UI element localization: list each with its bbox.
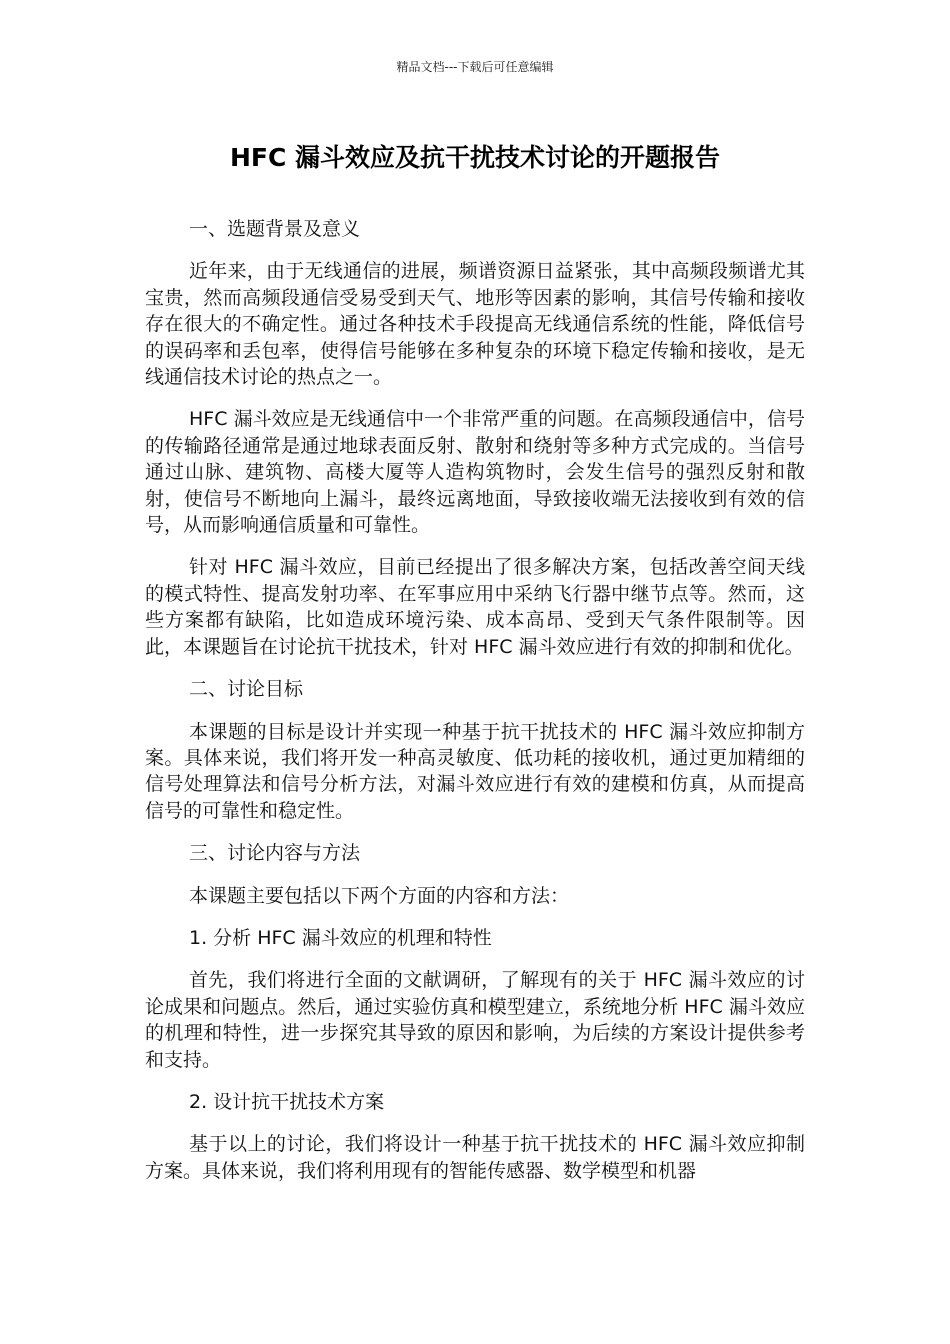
item-2-heading: 2. 设计抗干扰技术方案: [189, 1090, 385, 1113]
section-3-heading: 三、讨论内容与方法: [189, 842, 361, 865]
section-2-paragraph-1: 本课题的目标是设计并实现一种基于抗干扰技术的 HFC 漏斗效应抑制方案。具体来说，我们将开发一种高灵敏度、低功耗的接收机，通过更加精细的信号处理算法和信号分析方法，对漏斗效应进行有效的建模和仿真，从而提高信号的可靠性和稳定性。: [145, 720, 805, 822]
document-body: [145, 216, 805, 1200]
section-2-heading: 二、讨论目标: [189, 678, 304, 701]
page-header: 精品文档---下载后可任意编辑: [396, 60, 554, 74]
section-1-paragraph-2: HFC 漏斗效应是无线通信中一个非常严重的问题。在高频段通信中，信号的传输路径通常是通过地球表面反射、散射和绕射等多种方式完成的。当信号通过山脉、建筑物、高楼大厦等人造构筑物时，会发生信号的强烈反射和散射，使信号不断地向上漏斗，最终远离地面，导致接收端无法接收到有效的信号，从而影响通信质量和可靠性。: [145, 408, 805, 537]
item-2-paragraph: 基于以上的讨论，我们将设计一种基于抗干扰技术的 HFC 漏斗效应抑制方案。具体来说，我们将利用现有的智能传感器、数学模型和机器: [145, 1133, 805, 1182]
section-1-paragraph-3: 针对 HFC 漏斗效应，目前已经提出了很多解决方案，包括改善空间天线的模式特性、提高发射功率、在军事应用中采纳飞行器中继节点等。然而，这些方案都有缺陷，比如造成环境污染、成本高昂、受到天气条件限制等。因此，本课题旨在讨论抗干扰技术，针对 HFC 漏斗效应进行有效的抑制和优化。: [145, 556, 805, 658]
section-3-intro: 本课题主要包括以下两个方面的内容和方法：: [189, 884, 570, 907]
document-title: HFC 漏斗效应及抗干扰技术讨论的开题报告: [229, 143, 721, 172]
section-1-heading: 一、选题背景及意义: [189, 218, 361, 240]
item-1-heading: 1. 分析 HFC 漏斗效应的机理和特性: [189, 926, 492, 949]
section-1-paragraph-1: 近年来，由于无线通信的进展，频谱资源日益紧张，其中高频段频谱尤其宝贵，然而高频段通信受易受到天气、地形等因素的影响，其信号传输和接收存在很大的不确定性。通过各种技术手段提高无线通信系统的性能，降低信号的误码率和丢包率，使得信号能够在多种复杂的环境下稳定传输和接收，是无线通信技术讨论的热点之一。: [145, 260, 805, 389]
item-1-paragraph: 首先，我们将进行全面的文献调研，了解现有的关于 HFC 漏斗效应的讨论成果和问题点。然后，通过实验仿真和模型建立，系统地分析 HFC 漏斗效应的机理和特性，进一步探究其导致的原因和影响，为后续的方案设计提供参考和支持。: [145, 969, 805, 1071]
